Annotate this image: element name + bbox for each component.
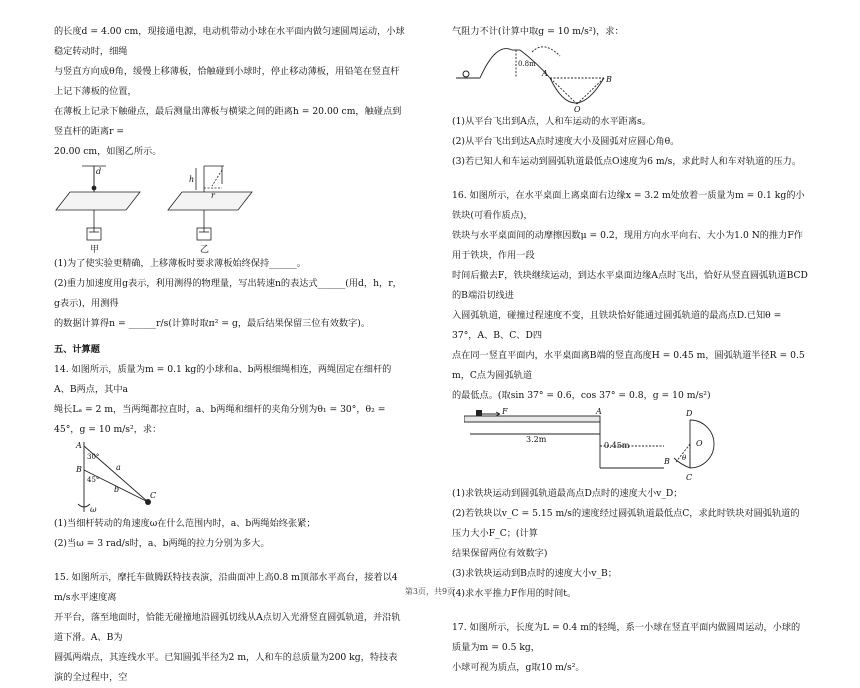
question-14-2: (2)当ω = 3 rad/s时，a、b两绳的拉力分别为多大。 [54,538,270,549]
question-16-3: (3)求铁块运动到B点时的速度大小v_B； [452,568,617,579]
experiment-figure [54,162,294,254]
label-angle2: 45° [87,476,100,484]
problem-16-line: 铁块与水平桌面间的动摩擦因数μ = 0.2，现用方向水平向右、大小为1.0 N的推力F作用于铁块，作用一段 [452,230,803,261]
label-F: F [502,407,508,416]
problem-15-line: 开平台，落至地面时，恰能无碰撞地沿圆弧切线从A点切入光滑竖直圆弧轨道，并沿轨道下滑。A、B为 [54,612,401,643]
intro-line: 与竖直方向成θ角，缓慢上移薄板，恰触碰到小球时，停止移动薄板，用铅笔在竖直杆上记下薄板的位置， [54,66,400,97]
label-angle1: 30° [87,453,100,461]
problem-17-line: 小球可视为质点，g取10 m/s²。 [452,662,585,673]
page-footer: 第3页，共9页 [404,587,456,596]
problem-16-line: 时间后撤去F，铁块继续运动，到达水平桌面边缘A点时飞出，恰好从竖直圆弧轨道BCD的B端沿切线进 [452,270,808,301]
problem-17-line: 17. 如图所示，长度为L = 0.4 m的轻绳，系一小球在竖直平面内做圆周运动，小球的质量为m = 0.5 kg， [452,622,801,653]
problem-16-line: 16. 如图所示，在水平桌面上离桌面右边缘x = 3.2 m处放着一质量为m = 0.1 kg的小铁块(可看作质点)， [452,190,805,221]
label-omega: ω [90,505,97,514]
label-O: O [696,439,703,448]
question-15-3: (3)若已知人和车运动到圆弧轨道最低点O速度为6 m/s，求此时人和车对轨道的压力。 [452,156,802,167]
label-theta: θ [682,454,687,462]
label-B: B [76,465,82,474]
figure-15 [456,42,626,112]
section-title: 五、计算题 [54,344,100,355]
label-H: 0.45m [604,441,630,450]
label-yi: 乙 [200,245,210,254]
label-C: C [150,491,157,500]
question-1: (1)为了使实验更精确，上移薄板时要求薄板始终保持______。 [54,258,306,269]
figure-14 [54,440,174,514]
label-h: h [189,175,195,184]
intro-line: 的长度d = 4.00 cm，现接通电源，电动机带动小球在水平面内做匀速圆周运动，小球稳定转动时，细绳 [54,26,405,57]
label-B: B [664,457,670,466]
problem-16-line: 的最低点。(取sin 37° = 0.6，cos 37° = 0.8，g = 10 m/s²) [452,390,711,401]
label-A: A [542,69,548,78]
label-B: B [606,75,612,84]
label-D: D [686,409,693,418]
problem-14-line: 绳长Lₐ = 2 m，当两绳都拉直时，a、b两绳和细杆的夹角分别为θ₁ = 30°，θ₂ = 45°，g = 10 m/s²，求： [54,404,386,435]
problem-16-line: 入圆弧轨道，碰撞过程速度不变，且铁块恰好能通过圆弧轨道的最高点D.已知θ = 37°，A、B、C、D四 [452,310,782,341]
label-height: 0.8m [518,60,536,68]
label-r: r [211,191,215,200]
figure-jia [56,166,140,240]
right-column [452,22,808,678]
question-16-1: (1)求铁块运动到圆弧轨道最高点D点时的速度大小v_D； [452,488,683,499]
figure-16 [464,406,724,484]
question-16-2b: 结果保留两位有效数字) [452,548,548,559]
problem-15-line: 圆弧两端点，其连线水平。已知圆弧半径为2 m，人和车的总质量为200 kg，特技表演的全过程中，空 [54,652,398,683]
question-2a: (2)重力加速度用g表示，利用测得的物理量，写出转速n的表达式______(用d，h，r，g表示)，用测得 [54,278,402,309]
intro-line: 20.00 cm，如图乙所示。 [54,146,162,157]
label-A: A [76,441,82,450]
problem-16-line: 点在同一竖直平面内，水平桌面离B端的竖直高度H = 0.45 m，圆弧轨道半径R = 0.5 m，C点为圆弧轨道 [452,350,805,381]
figure-yi [168,166,252,240]
question-16-4: (4)求水平推力F作用的时间t。 [452,588,577,599]
question-2b: 的数据计算得n = ______r/s(计算时取π² = g，最后结果保留三位有效数字)。 [54,318,371,329]
problem-14-line: 14. 如图所示，质量为m = 0.1 kg的小球和a、b两根细绳相连，两绳固定在细杆的A、B两点，其中a [54,364,392,395]
label-A: A [596,407,602,416]
question-15-2: (2)从平台飞出到达A点时速度大小及圆弧对应圆心角θ。 [452,136,680,147]
intro-line: 在薄板上记录下触碰点，最后测量出薄板与横梁之间的距离h = 20.00 cm，触碰点到竖直杆的距离r = [54,106,402,137]
question-14-1: (1)当细杆转动的角速度ω在什么范围内时，a、b两绳始终张紧； [54,518,316,529]
label-d: d [96,167,102,176]
question-15-1: (1)从平台飞出到A点，人和车运动的水平距离s。 [452,116,651,127]
label-O: O [574,105,581,112]
label-jia: 甲 [90,245,100,254]
label-b: b [114,485,120,494]
problem-15-line: 15. 如图所示，摩托车做腾跃特技表演，沿曲面冲上高0.8 m顶部水平高台，接着以4 m/s水平速度离 [54,572,398,603]
label-C: C [686,473,693,482]
problem-15-cont: 气阻力不计(计算中取g = 10 m/s²)，求： [452,26,624,37]
question-16-2: (2)若铁块以v_C = 5.15 m/s的速度经过圆弧轨道最低点C，求此时铁块对圆弧轨道的压力大小F_C；(计算 [452,508,800,539]
label-dist: 3.2m [526,435,547,444]
label-a: a [116,463,121,472]
